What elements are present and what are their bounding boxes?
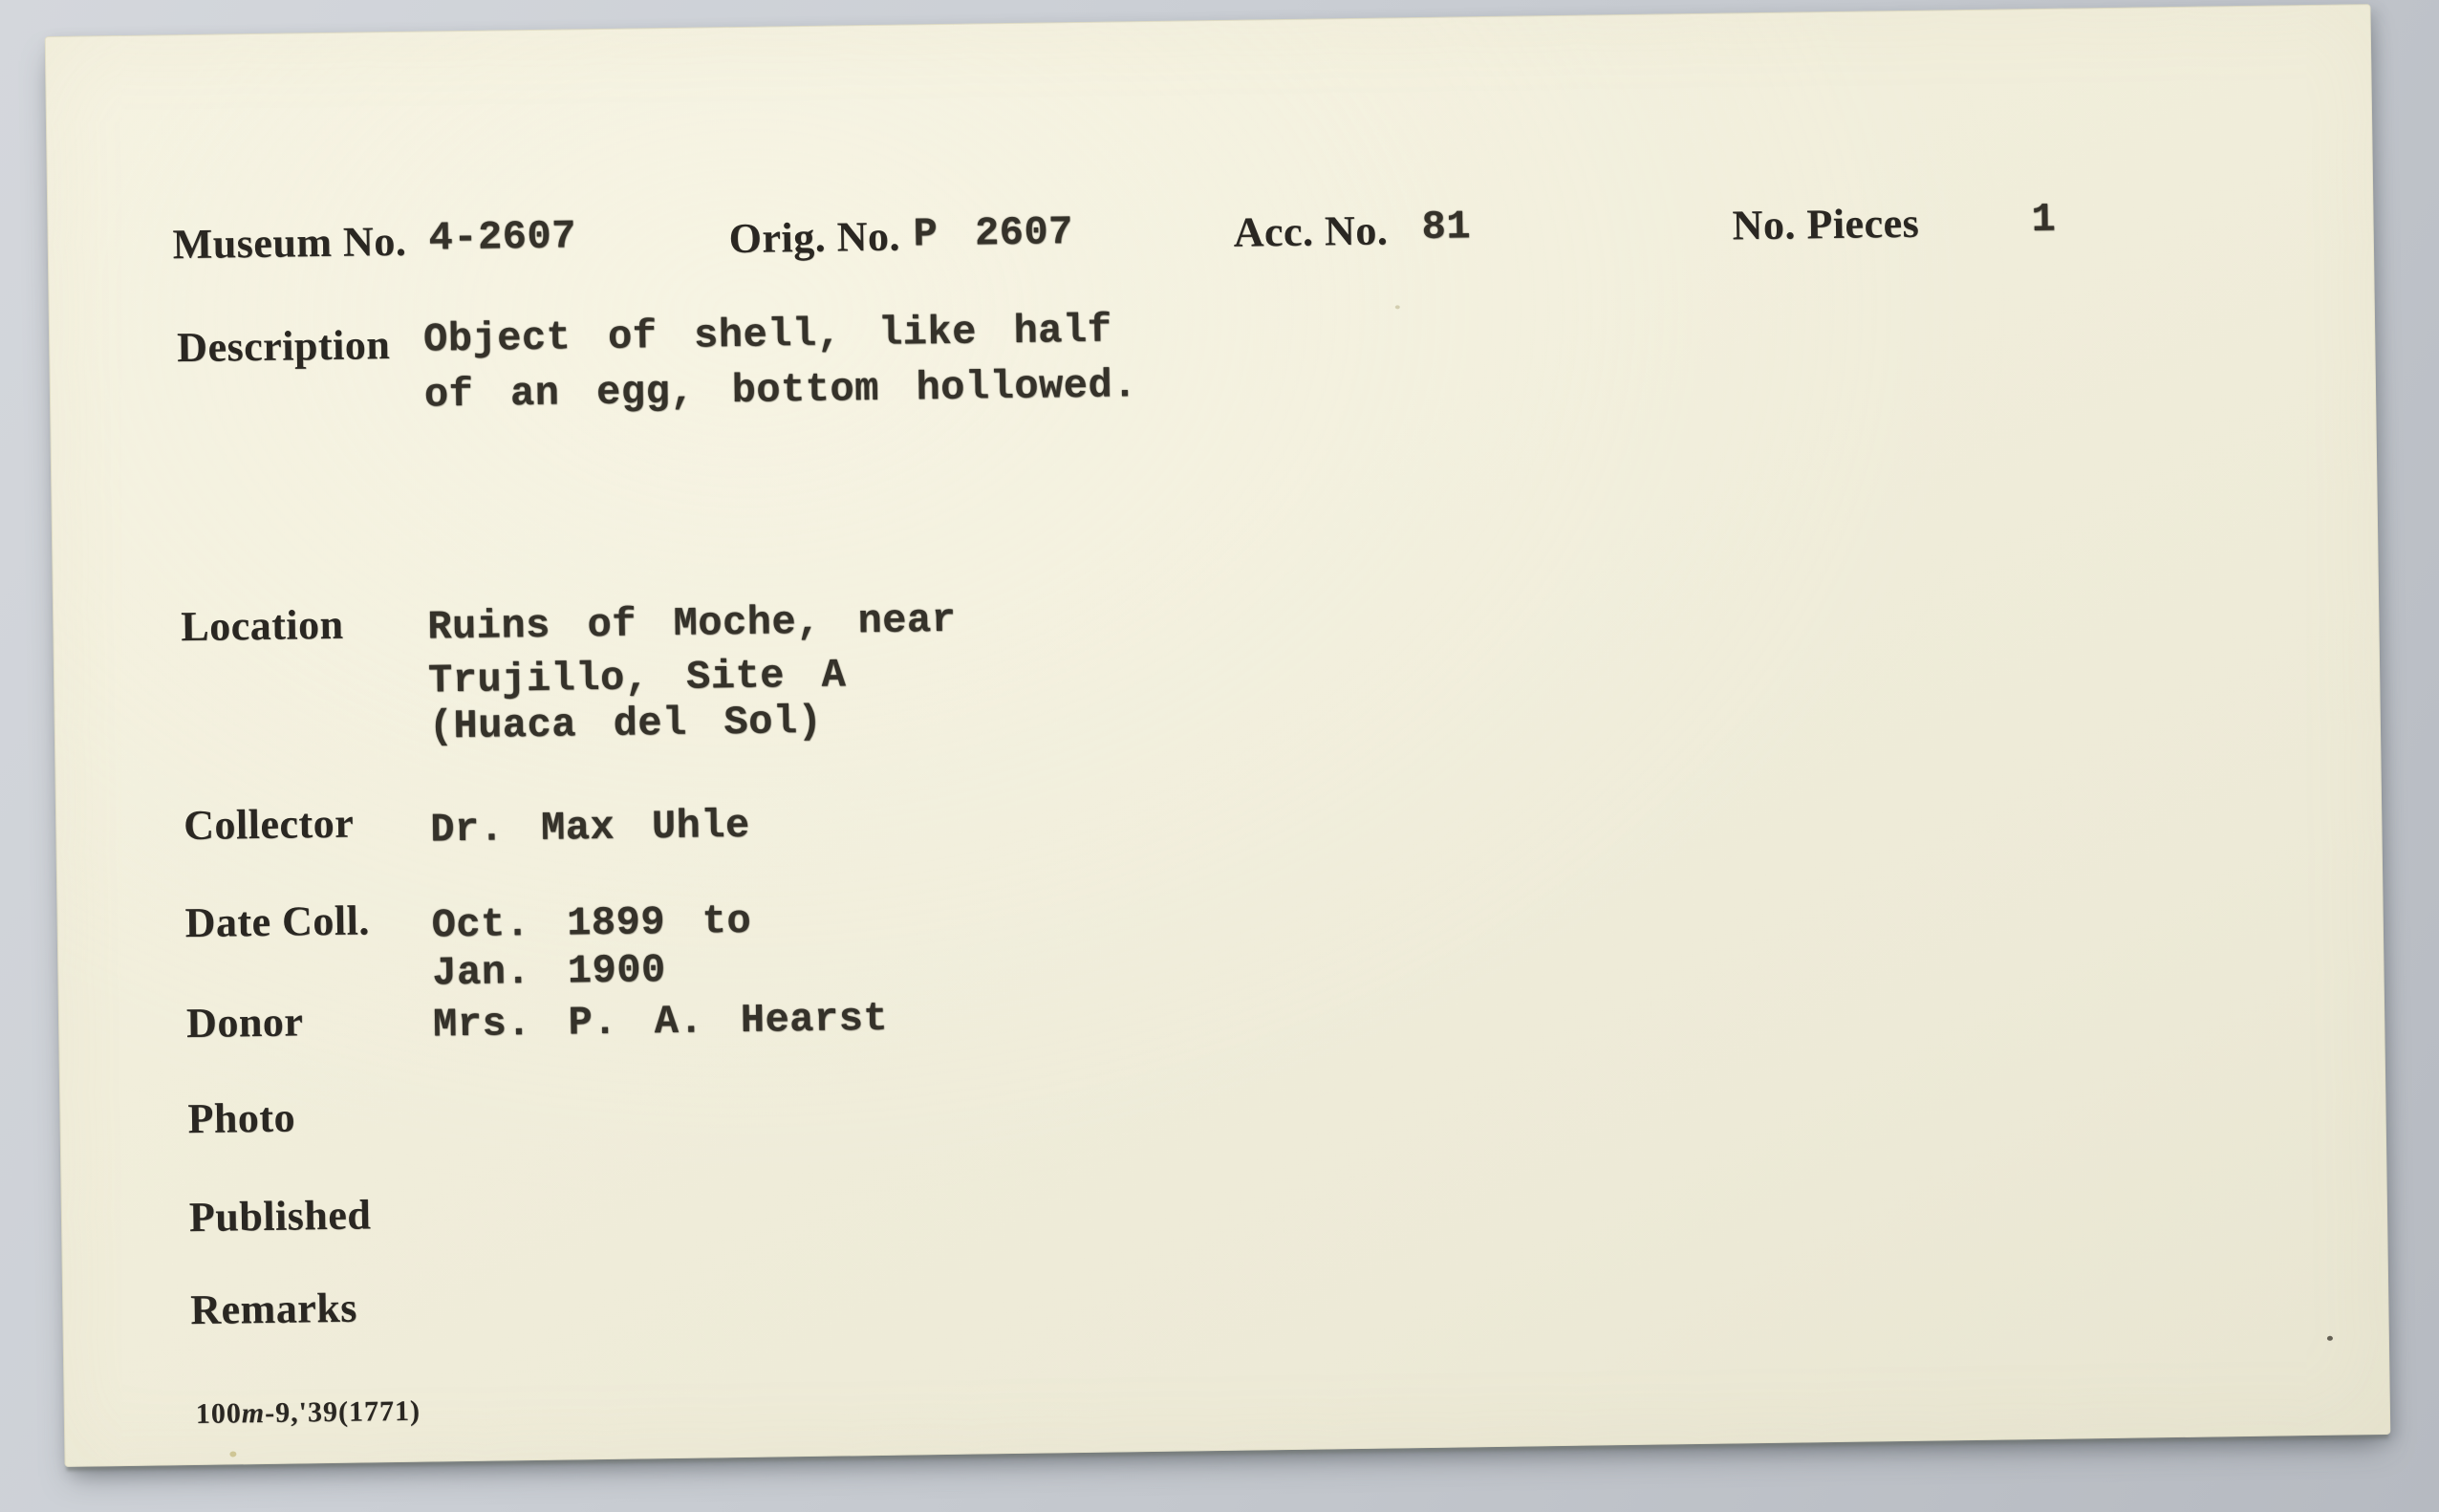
collector-label: Collector: [183, 799, 355, 850]
paper-speck: [1395, 305, 1400, 309]
form-number-suffix: -9,'39(1771): [264, 1394, 421, 1429]
photo-label: Photo: [187, 1093, 296, 1143]
collector-value: Dr. Max Uhle: [429, 802, 751, 853]
donor-label: Donor: [185, 998, 304, 1048]
acc-no-label: Acc. No.: [1233, 206, 1389, 256]
no-pieces-value: 1: [2031, 196, 2057, 244]
published-label: Published: [188, 1191, 372, 1242]
no-pieces-label: No. Pieces: [1732, 199, 1920, 249]
orig-no-value: P 2607: [913, 209, 1074, 258]
form-number-italic: m: [241, 1396, 266, 1430]
description-label: Description: [176, 321, 391, 372]
form-number: [195, 1394, 421, 1430]
catalog-card: [45, 4, 2391, 1467]
orig-no-label: Orig. No.: [728, 212, 901, 263]
location-line-1: Ruins of Moche, near: [427, 596, 957, 651]
museum-no-label: Museum No.: [172, 217, 407, 269]
location-line-3: (Huaca del Sol): [428, 698, 823, 750]
form-number-prefix: 100: [195, 1397, 243, 1430]
museum-no-value: 4-2607: [428, 213, 577, 262]
location-line-2: Trujillo, Site A: [427, 652, 847, 704]
date-coll-line-2: Jan. 1900: [432, 947, 667, 997]
location-label: Location: [180, 600, 344, 651]
acc-no-value: 81: [1421, 204, 1472, 250]
remarks-label: Remarks: [189, 1284, 358, 1334]
donor-value: Mrs. P. A. Hearst: [432, 995, 889, 1048]
paper-speck: [229, 1451, 236, 1457]
date-coll-label: Date Coll.: [184, 896, 371, 947]
description-line-2: of an egg, bottom hollowed.: [423, 362, 1138, 419]
paper-speck: [2327, 1336, 2333, 1341]
date-coll-line-1: Oct. 1899 to: [431, 897, 752, 949]
description-line-1: Object of shell, like half: [422, 307, 1112, 363]
